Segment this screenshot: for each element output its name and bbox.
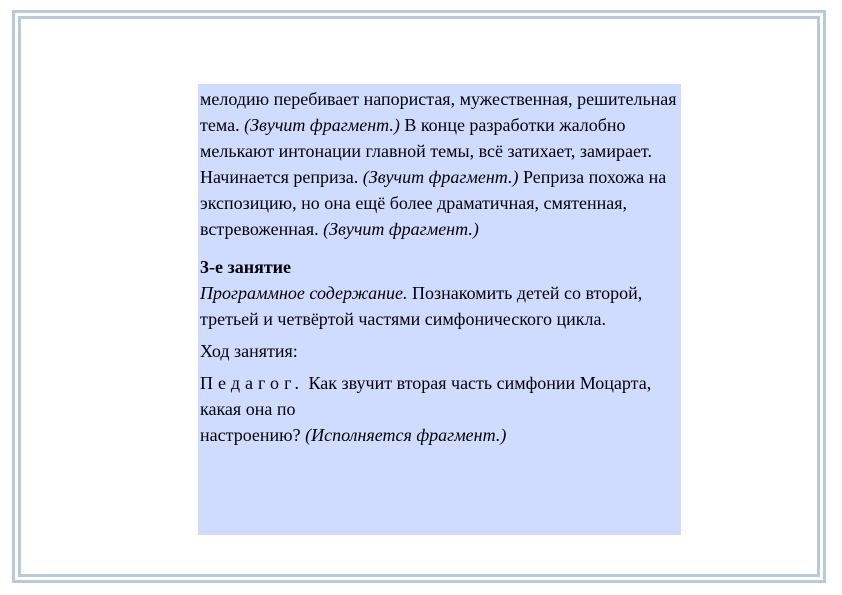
speaker-label: Педагог.: [200, 373, 305, 393]
italic-remark: (Звучит фрагмент.): [323, 219, 479, 239]
paragraph-teacher-question: [200, 370, 681, 448]
paragraph-development: [200, 86, 681, 164]
paragraph-program-content: [200, 280, 681, 332]
italic-label: Программное содержание.: [200, 283, 408, 303]
text-span: В конце разработки жалобно мелькают интонации главной темы, всё затихает, замирает.: [200, 115, 652, 161]
text-span: мелодию перебивает напористая, мужественная, решительная тема.: [200, 89, 677, 135]
text-span: настроению?: [200, 425, 306, 445]
italic-remark: (Исполняется фрагмент.): [305, 425, 507, 445]
text-span: Реприза похожа на экспозицию, но она ещё более драматичная, смятенная, встревоженная.: [200, 167, 667, 239]
text-span: Начинается реприза.: [200, 167, 363, 187]
paragraph-reprise: [200, 164, 681, 242]
text-content-box: [198, 84, 681, 535]
text-span: Как звучит вторая часть симфонии Моцарта, какая она по: [200, 373, 652, 419]
italic-remark: (Звучит фрагмент.): [362, 167, 519, 187]
section-heading: 3-е занятие: [200, 257, 292, 277]
paragraph-lesson-flow: Ход занятия:: [200, 341, 298, 361]
text-span: Познакомить детей со второй, третьей и четвёртой частями симфонического цикла.: [200, 283, 643, 329]
italic-remark: (Звучит фрагмент.): [244, 115, 400, 135]
